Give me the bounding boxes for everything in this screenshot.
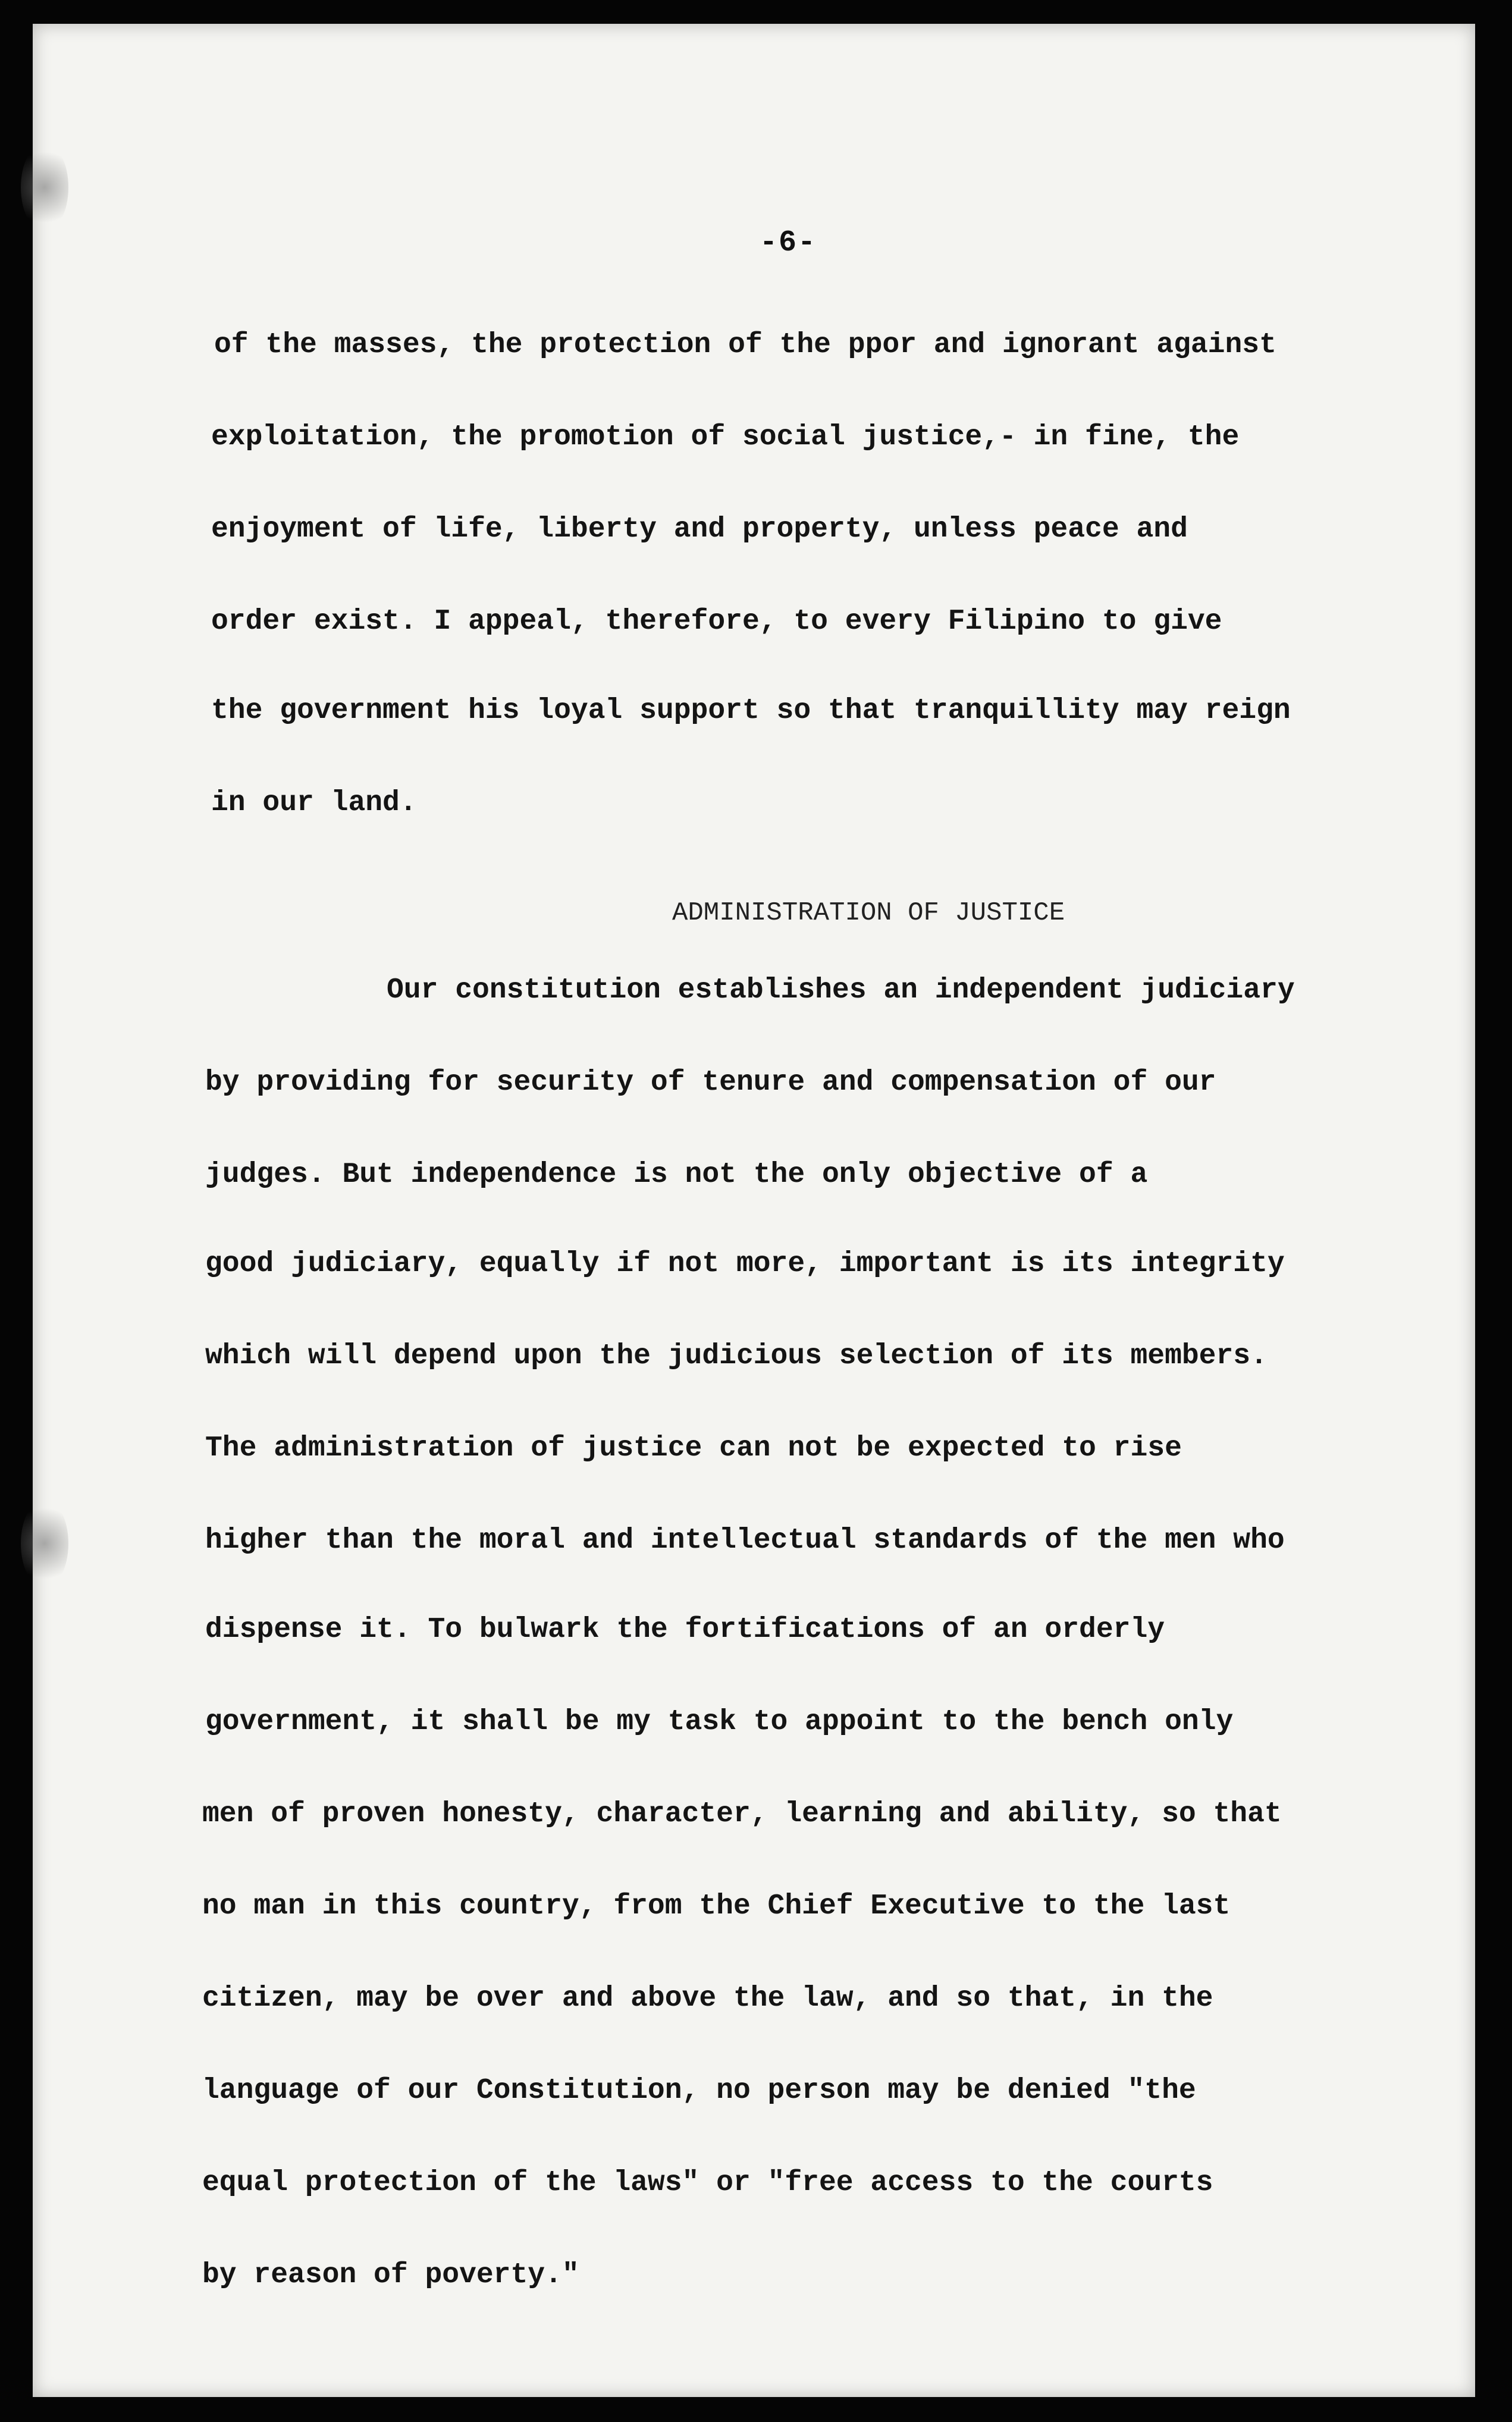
text-line: government, it shall be my task to appoint to the bench only <box>205 1706 1234 1738</box>
page-smudge <box>21 143 68 232</box>
text-line: in our land. <box>211 787 417 819</box>
page-number: -6- <box>759 226 817 260</box>
text-line: enjoyment of life, liberty and property, unless peace and <box>211 513 1188 545</box>
text-line: Our constitution establishes an independent judiciary <box>387 974 1295 1006</box>
text-line: good judiciary, equally if not more, important is its integrity <box>205 1248 1285 1280</box>
text-line: judges. But independence is not the only objective of a <box>205 1159 1148 1191</box>
section-heading: ADMINISTRATION OF JUSTICE <box>672 898 1065 928</box>
text-line: citizen, may be over and above the law, and so that, in the <box>202 1982 1213 2015</box>
page-smudge <box>21 1499 68 1588</box>
text-line: dispense it. To bulwark the fortifications of an orderly <box>205 1614 1165 1646</box>
text-line: no man in this country, from the Chief Executive to the last <box>202 1890 1231 1922</box>
text-line: by providing for security of tenure and compensation of our <box>205 1066 1216 1099</box>
text-line: equal protection of the laws" or "free access to the courts <box>202 2167 1213 2199</box>
text-line: by reason of poverty." <box>202 2259 579 2291</box>
text-line: language of our Constitution, no person may be denied "the <box>202 2075 1196 2107</box>
text-line: of the masses, the protection of the ppor and ignorant against <box>214 329 1276 361</box>
text-line: higher than the moral and intellectual standards of the men who <box>205 1524 1285 1557</box>
typewritten-page <box>33 24 1475 2397</box>
text-line: the government his loyal support so that tranquillity may reign <box>211 695 1291 727</box>
text-line: order exist. I appeal, therefore, to every Filipino to give <box>211 606 1222 638</box>
text-line: men of proven honesty, character, learning and ability, so that <box>202 1798 1282 1830</box>
text-line: which will depend upon the judicious selection of its members. <box>205 1340 1268 1372</box>
text-line: The administration of justice can not be expected to rise <box>205 1432 1182 1464</box>
text-line: exploitation, the promotion of social justice,- in fine, the <box>211 421 1240 453</box>
